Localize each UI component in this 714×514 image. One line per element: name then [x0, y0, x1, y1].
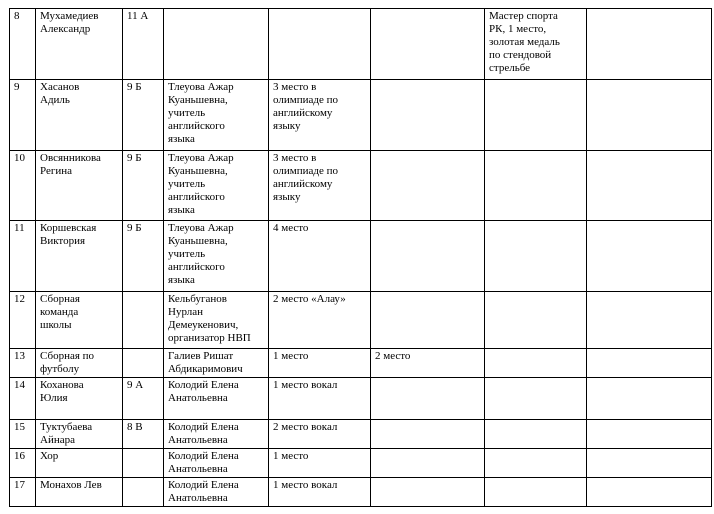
achievement-cell [485, 292, 587, 349]
row-number: 14 [10, 378, 36, 420]
level-cell: 2 место [371, 349, 485, 378]
level-cell [371, 292, 485, 349]
class-cell: 9 Б [123, 221, 164, 292]
table-row [10, 420, 712, 449]
extra-cell [587, 9, 712, 80]
extra-cell [587, 478, 712, 507]
result-cell: 1 место вокал [269, 378, 371, 420]
result-cell: 1 место вокал [269, 478, 371, 507]
awards-table [9, 8, 712, 507]
participant-name: Мухамедиев Александр [36, 9, 123, 80]
teacher-cell: Колодий Елена Анатольевна [164, 478, 269, 507]
table-row [10, 9, 712, 80]
level-cell [371, 478, 485, 507]
result-cell: 4 место [269, 221, 371, 292]
achievement-cell: Мастер спорта РК, 1 место, золотая медаль по стендовой стрельбе [485, 9, 587, 80]
level-cell [371, 9, 485, 80]
level-cell [371, 221, 485, 292]
table-row [10, 449, 712, 478]
row-number: 10 [10, 151, 36, 221]
class-cell: 11 А [123, 9, 164, 80]
participant-name: Сборная по футболу [36, 349, 123, 378]
row-number: 15 [10, 420, 36, 449]
class-cell: 9 Б [123, 151, 164, 221]
achievement-cell [485, 378, 587, 420]
class-cell: 9 А [123, 378, 164, 420]
table-row [10, 292, 712, 349]
extra-cell [587, 292, 712, 349]
achievement-cell [485, 349, 587, 378]
extra-cell [587, 449, 712, 478]
teacher-cell: Тлеуова Ажар Куаньшевна, учитель английского языка [164, 221, 269, 292]
achievement-cell [485, 420, 587, 449]
result-cell: 2 место «Алау» [269, 292, 371, 349]
level-cell [371, 151, 485, 221]
participant-name: Овсянникова Регина [36, 151, 123, 221]
class-cell: 9 Б [123, 80, 164, 151]
extra-cell [587, 221, 712, 292]
achievement-cell [485, 221, 587, 292]
teacher-cell [164, 9, 269, 80]
achievement-cell [485, 80, 587, 151]
table-row [10, 478, 712, 507]
level-cell [371, 80, 485, 151]
participant-name: Коханова Юлия [36, 378, 123, 420]
participant-name: Хор [36, 449, 123, 478]
participant-name: Хасанов Адиль [36, 80, 123, 151]
teacher-cell: Галиев Ришат Абдикаримович [164, 349, 269, 378]
teacher-cell: Тлеуова Ажар Куаньшевна, учитель английского языка [164, 151, 269, 221]
row-number: 11 [10, 221, 36, 292]
extra-cell [587, 420, 712, 449]
extra-cell [587, 378, 712, 420]
teacher-cell: Колодий Елена Анатольевна [164, 449, 269, 478]
table-row [10, 151, 712, 221]
row-number: 17 [10, 478, 36, 507]
extra-cell [587, 349, 712, 378]
participant-name: Коршевская Виктория [36, 221, 123, 292]
row-number: 9 [10, 80, 36, 151]
table-row [10, 221, 712, 292]
participant-name: Туктубаева Айнара [36, 420, 123, 449]
class-cell: 8 В [123, 420, 164, 449]
table-row [10, 378, 712, 420]
class-cell [123, 478, 164, 507]
class-cell [123, 292, 164, 349]
table-row [10, 80, 712, 151]
extra-cell [587, 151, 712, 221]
achievement-cell [485, 151, 587, 221]
participant-name: Сборная команда школы [36, 292, 123, 349]
achievement-cell [485, 478, 587, 507]
class-cell [123, 449, 164, 478]
achievement-cell [485, 449, 587, 478]
row-number: 12 [10, 292, 36, 349]
row-number: 13 [10, 349, 36, 378]
teacher-cell: Тлеуова Ажар Куаньшевна, учитель английского языка [164, 80, 269, 151]
teacher-cell: Кельбуганов Нурлан Демеукенович, организатор НВП [164, 292, 269, 349]
table-row [10, 349, 712, 378]
level-cell [371, 378, 485, 420]
result-cell: 3 место в олимпиаде по английскому языку [269, 151, 371, 221]
level-cell [371, 420, 485, 449]
participant-name: Монахов Лев [36, 478, 123, 507]
result-cell [269, 9, 371, 80]
teacher-cell: Колодий Елена Анатольевна [164, 420, 269, 449]
result-cell: 1 место [269, 349, 371, 378]
result-cell: 1 место [269, 449, 371, 478]
extra-cell [587, 80, 712, 151]
row-number: 16 [10, 449, 36, 478]
result-cell: 2 место вокал [269, 420, 371, 449]
row-number: 8 [10, 9, 36, 80]
result-cell: 3 место в олимпиаде по английскому языку [269, 80, 371, 151]
teacher-cell: Колодий Елена Анатольевна [164, 378, 269, 420]
class-cell [123, 349, 164, 378]
level-cell [371, 449, 485, 478]
